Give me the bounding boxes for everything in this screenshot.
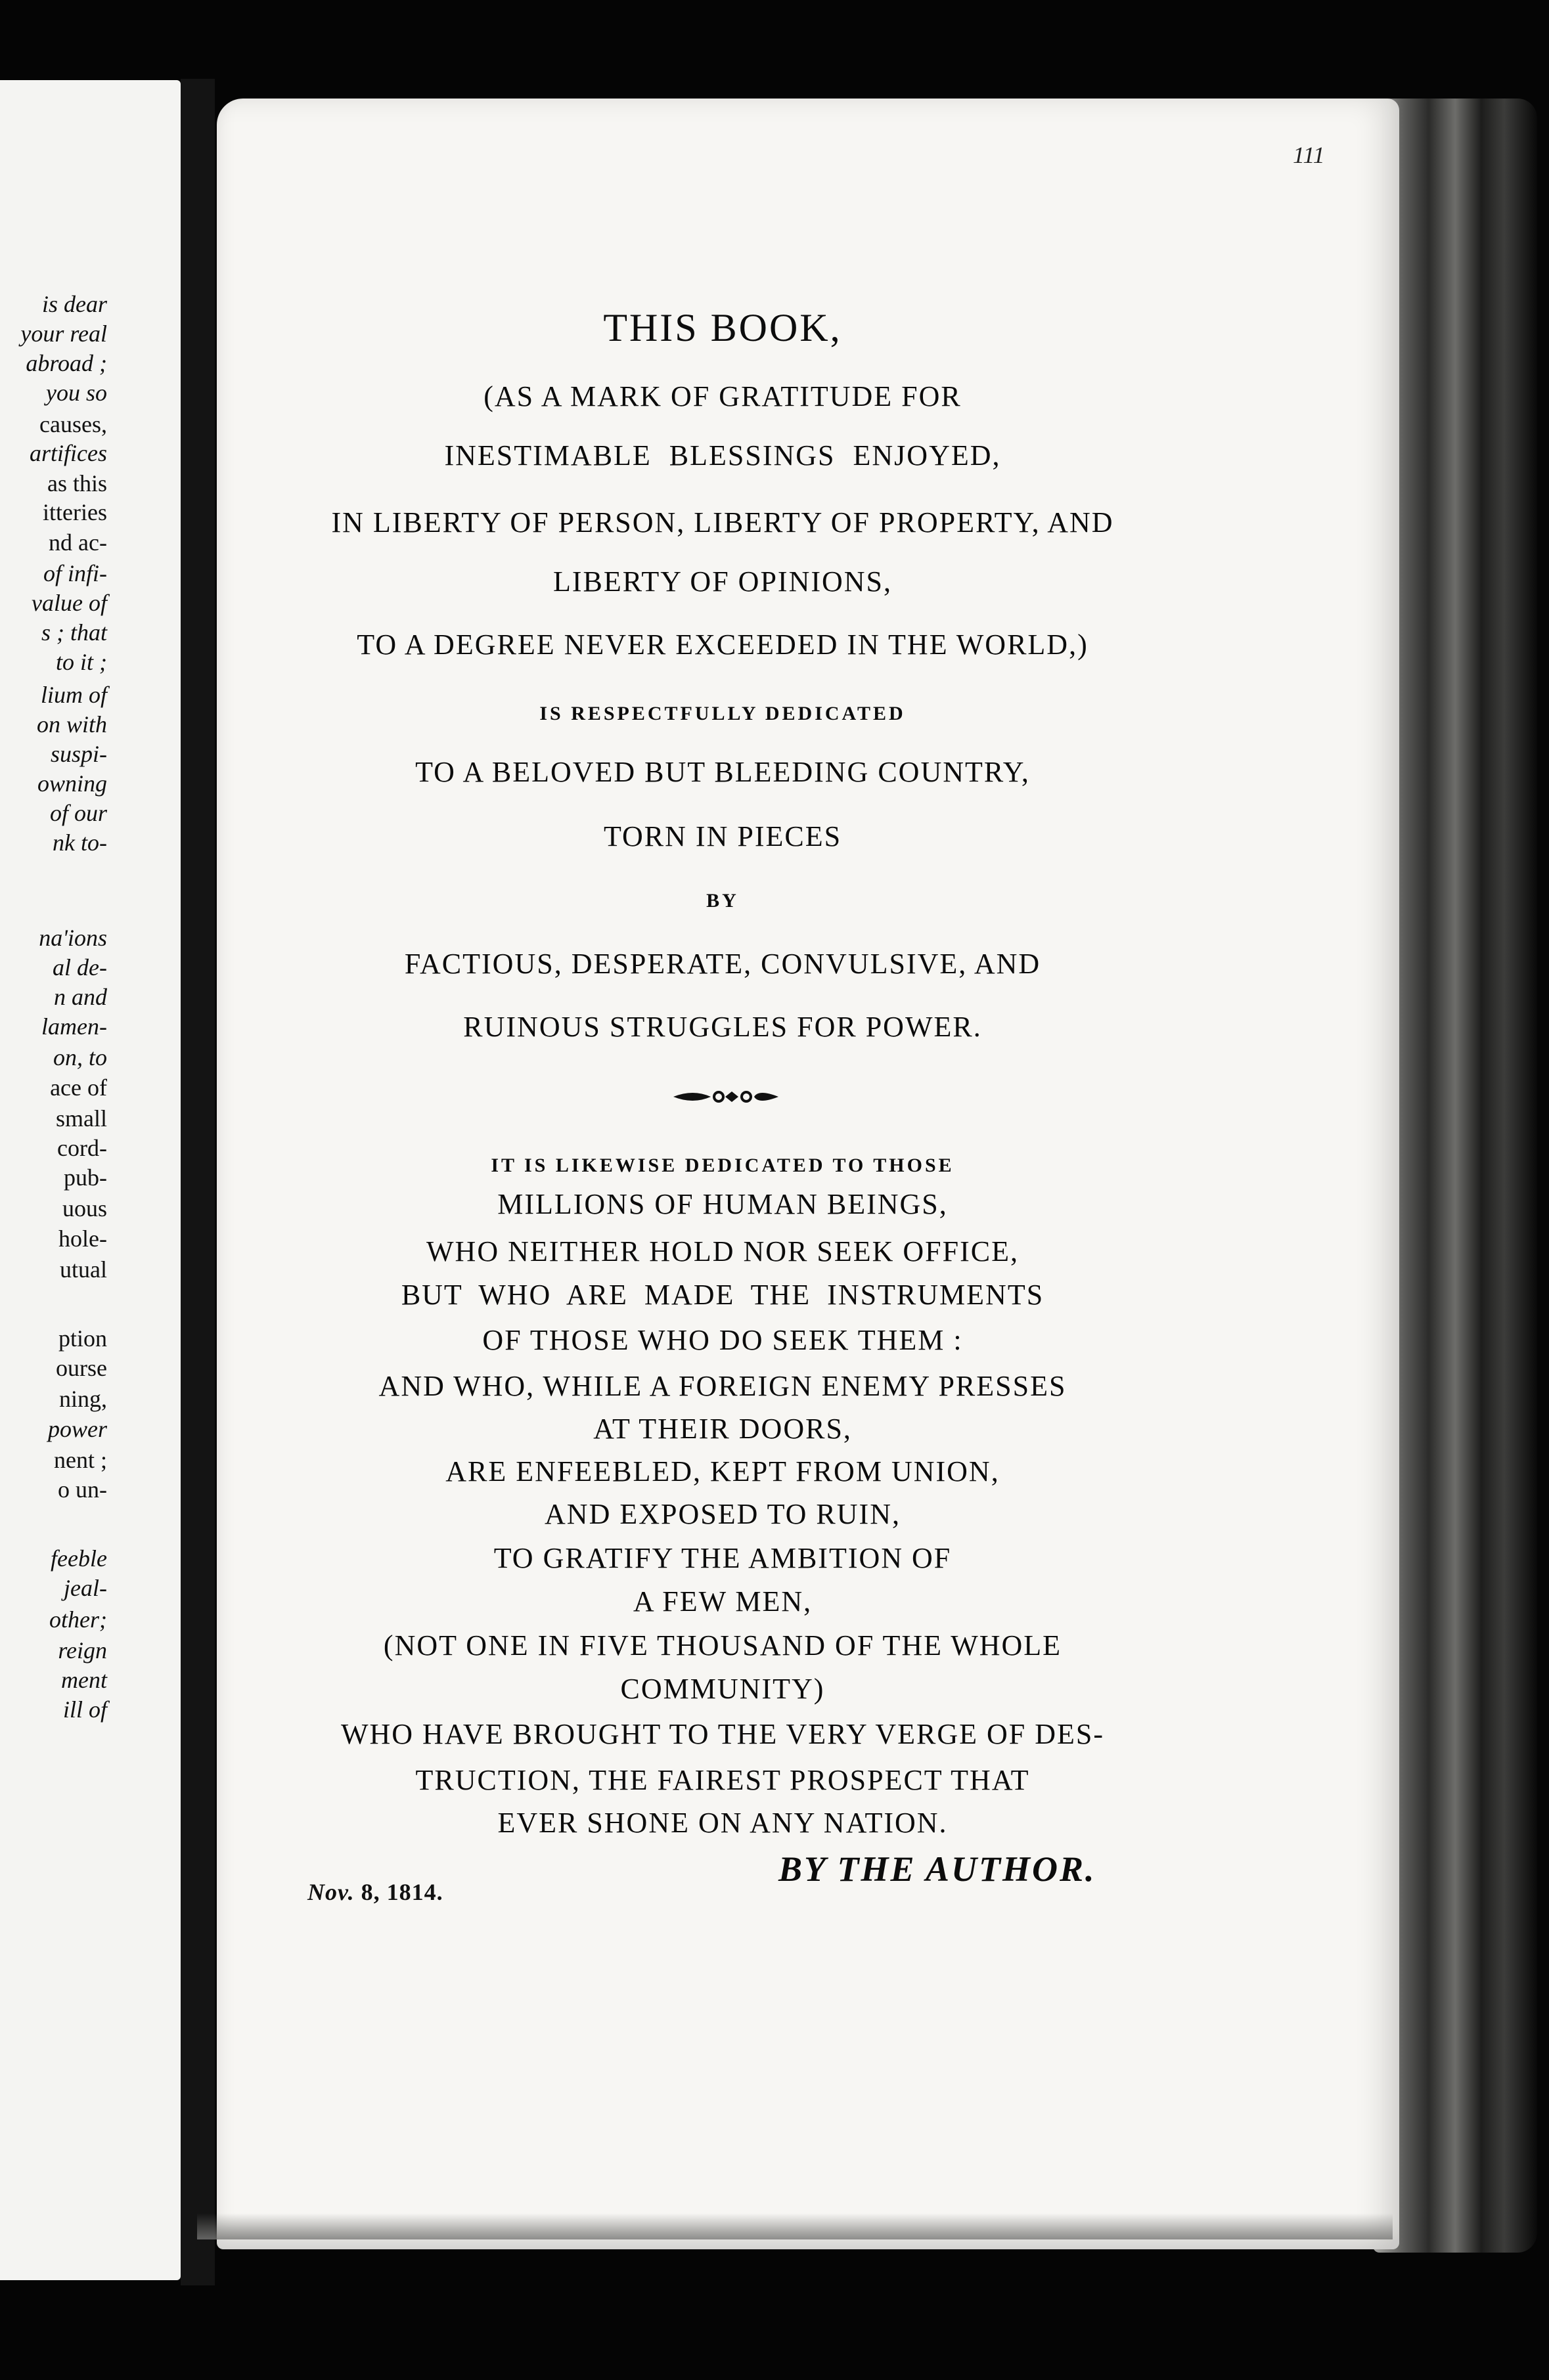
left-page-line: reign (58, 1637, 107, 1664)
left-page-line: causes, (39, 411, 107, 437)
left-page-line: on, to (53, 1044, 107, 1070)
left-page-line: you so (46, 380, 107, 406)
left-page-line: of infi- (43, 560, 107, 586)
second-dedication-lead: IT IS LIKEWISE DEDICATED TO THOSE (491, 1155, 954, 1176)
second-dedication-line: COMMUNITY) (620, 1673, 825, 1705)
left-page-line: s ; that (41, 619, 107, 646)
second-dedication-line: TRUCTION, THE FAIREST PROSPECT THAT (415, 1764, 1030, 1796)
left-page-line: as this (47, 470, 107, 496)
left-page-line: small (56, 1105, 107, 1132)
left-page-line: on with (36, 711, 107, 738)
dedication-line: TORN IN PIECES (603, 820, 842, 852)
left-page-line: other; (49, 1606, 107, 1633)
dedication-line: INESTIMABLE BLESSINGS ENJOYED, (444, 439, 1001, 472)
left-page-line: lium of (40, 682, 107, 708)
left-page-line: nd ac- (49, 529, 107, 556)
left-page-line: ment (61, 1667, 107, 1693)
left-page-line: feeble (51, 1545, 107, 1572)
left-page-line: lamen- (41, 1013, 107, 1040)
left-page-line: cord- (57, 1135, 107, 1161)
left-page-line: is dear (42, 291, 107, 317)
left-page-line: owning (37, 770, 107, 797)
dedication-line: IN LIBERTY OF PERSON, LIBERTY OF PROPERTY, AND (331, 506, 1114, 539)
dedication-line: TO A DEGREE NEVER EXCEEDED IN THE WORLD,) (357, 628, 1089, 661)
page-number: 111 (1293, 142, 1325, 168)
second-dedication-line: AND WHO, WHILE A FOREIGN ENEMY PRESSES (378, 1370, 1067, 1402)
left-page-line: value of (32, 590, 107, 616)
date-month: Nov. (307, 1879, 355, 1905)
second-dedication-line: TO GRATIFY THE AMBITION OF (493, 1542, 952, 1574)
second-dedication-line: AND EXPOSED TO RUIN, (545, 1498, 901, 1530)
left-page-line: power (48, 1416, 107, 1442)
left-page-line: abroad ; (26, 350, 107, 376)
left-page-line: jeal- (64, 1575, 107, 1601)
left-page-line: ill of (62, 1696, 107, 1723)
left-page-line: ning, (58, 1386, 107, 1412)
dedication-line: RUINOUS STRUGGLES FOR POWER. (463, 1011, 982, 1043)
second-dedication-line: WHO HAVE BROUGHT TO THE VERY VERGE OF DES- (340, 1718, 1105, 1750)
second-dedication-line: A FEW MEN, (633, 1585, 813, 1618)
ornament-divider (670, 1084, 782, 1110)
second-dedication-line: WHO NEITHER HOLD NOR SEEK OFFICE, (426, 1235, 1019, 1267)
dedication-date (307, 1878, 443, 1906)
dedication-line: BY (706, 890, 739, 912)
left-page-line: suspi- (50, 741, 107, 767)
left-page-line: uous (62, 1195, 107, 1222)
author-signature: BY THE AUTHOR. (778, 1849, 1096, 1889)
left-page-line: to it ; (56, 649, 107, 675)
dedication-line: LIBERTY OF OPINIONS, (552, 565, 893, 598)
dedication-title: THIS BOOK, (603, 306, 842, 349)
left-page-line: hole- (58, 1225, 107, 1252)
left-page-line: ace of (50, 1074, 107, 1101)
left-page-line: nk to- (53, 829, 107, 856)
left-page-line: o un- (58, 1476, 107, 1503)
left-page-line: your real (20, 320, 107, 347)
left-page-line: n and (54, 984, 107, 1010)
second-dedication-line: ARE ENFEEBLED, KEPT FROM UNION, (445, 1455, 1000, 1488)
second-dedication-line: (NOT ONE IN FIVE THOUSAND OF THE WHOLE (383, 1629, 1062, 1662)
page-bottom-edge (197, 2213, 1393, 2239)
left-page-line: of our (49, 800, 107, 826)
left-page-line: ourse (56, 1355, 107, 1381)
flourish-icon (670, 1084, 782, 1110)
dedication-line: FACTIOUS, DESPERATE, CONVULSIVE, AND (404, 948, 1041, 980)
left-page-line: artifices (30, 440, 107, 466)
second-dedication-line: OF THOSE WHO DO SEEK THEM : (482, 1324, 963, 1356)
dedication-line: (AS A MARK OF GRATITUDE FOR (483, 380, 962, 412)
dedication-line: TO A BELOVED BUT BLEEDING COUNTRY, (415, 756, 1030, 788)
left-page-line: itteries (43, 499, 107, 525)
date-day-year: 8, 1814. (361, 1879, 443, 1905)
left-page-line: na'ions (39, 925, 107, 951)
dedication-line: IS RESPECTFULLY DEDICATED (539, 703, 906, 724)
second-dedication-line: BUT WHO ARE MADE THE INSTRUMENTS (401, 1279, 1044, 1311)
left-page-line: ption (58, 1325, 107, 1352)
second-dedication-line: EVER SHONE ON ANY NATION. (497, 1807, 948, 1839)
left-page-line: al de- (53, 954, 107, 981)
left-page-line: nent ; (54, 1447, 107, 1473)
second-dedication-line: AT THEIR DOORS, (593, 1413, 852, 1445)
second-dedication-line: MILLIONS OF HUMAN BEINGS, (497, 1188, 948, 1220)
left-page-line: utual (60, 1256, 107, 1283)
left-page-line: pub- (64, 1164, 107, 1191)
